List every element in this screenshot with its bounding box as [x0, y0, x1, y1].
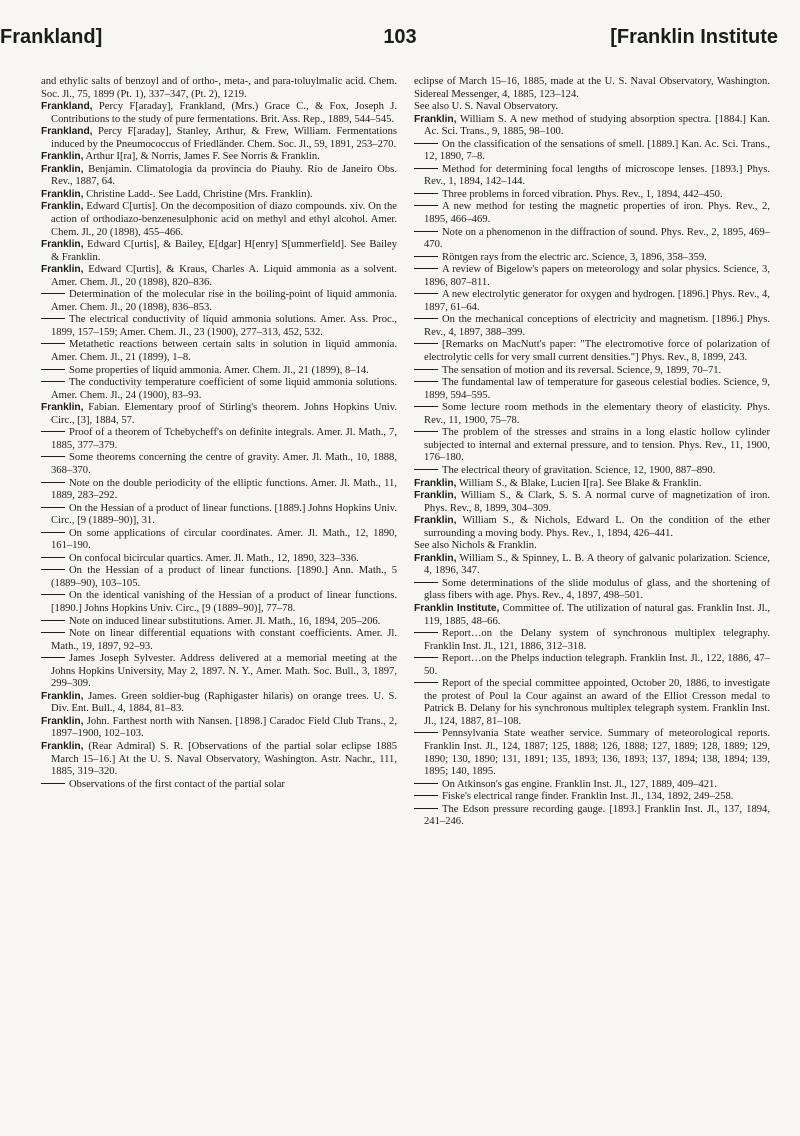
entry-author: Franklin,: [414, 490, 457, 502]
entry-text: Edward C[urtis]. On the decomposition of diazo compounds. xiv. On the action of orthodiazo-benzenesulphonic acid on methyl and ethyl alcohol. Amer. Chem. Jl., 20 (1898), 455–466.: [51, 201, 397, 238]
ditto-dash: [41, 343, 65, 344]
bibliography-subentry: [414, 377, 770, 402]
bibliography-subentry: [41, 565, 397, 590]
bibliography-subentry: [414, 252, 770, 265]
bibliography-entry: [41, 691, 397, 716]
bibliography-subentry: [414, 227, 770, 252]
entry-text: Metathetic reactions between certain salts in solution in liquid ammonia. Amer. Chem. Jl., 21 (1899), 1–8.: [51, 339, 397, 364]
entry-author: Franklin,: [414, 113, 457, 125]
bibliography-entry: [414, 478, 770, 491]
ditto-dash: [41, 456, 65, 457]
entry-text: Pennsylvania State weather service. Summary of meteorological reports. Franklin Inst. Jl., 124, 1887; 125, 1888; 126, 1888; 127, 1889; 128, 1889; 129, 1890; 130, 1890; 131, 1891; 135, 1893; 136, 1893; 137, 1894; 138, 1894; 139, 1895; 140, 1895.: [424, 728, 770, 778]
entry-text: Edward C[urtis], & Kraus, Charles A. Liquid ammonia as a solvent. Amer. Chem. Jl., 20 (1898), 820–836.: [51, 264, 397, 288]
bibliography-subentry: [414, 264, 770, 289]
continuation-text: See also Nichols & Franklin.: [414, 540, 537, 552]
ditto-dash: [414, 205, 438, 206]
bibliography-subentry: [414, 314, 770, 339]
continuation-text: eclipse of March 15–16, 1885, made at the U. S. Naval Observatory, Washington. Sidereal Messenger, 4, 1885, 123–124.: [414, 76, 770, 100]
ditto-dash: [414, 406, 438, 407]
entry-text: A new method for testing the magnetic properties of iron. Phys. Rev., 2, 1895, 466–469.: [424, 201, 770, 226]
entry-text: Fabian. Elementary proof of Stirling's theorem. Johns Hopkins Univ. Circ., [3], 1884, 57.: [51, 402, 397, 426]
entry-text: William S., & Nichols, Edward L. On the condition of the ether surrounding a moving body. Phys. Rev., 1, 1894, 426–441.: [424, 515, 770, 539]
header-right: [Franklin Institute: [610, 26, 778, 48]
right-column: [414, 76, 770, 829]
entry-text: The fundamental law of temperature for gaseous celestial bodies. Science, 9, 1899, 594–595.: [424, 377, 770, 401]
ditto-dash: [414, 783, 438, 784]
ditto-dash: [414, 582, 438, 583]
entry-author: Franklin,: [41, 201, 84, 213]
entry-text: Note on a phenomenon in the diffraction of sound. Phys. Rev., 2, 1895, 469–470.: [424, 226, 770, 251]
entry-author: Franklin,: [41, 151, 84, 163]
entry-author: Franklin,: [41, 740, 84, 752]
entry-text: The problem of the stresses and strains in a long elastic hollow cylinder subjected to internal and external pressure, and to tension. Phys. Rev., 11, 1900, 176–180.: [424, 427, 770, 464]
entry-author: Frankland,: [41, 126, 93, 138]
entry-text: William S. A new method of studying absorption spectra. [1884.] Kan. Ac. Sci. Trans., 9, 1885, 98–100.: [424, 113, 770, 138]
bibliography-subentry: [41, 377, 397, 402]
entry-text: (Rear Admiral) S. R. [Observations of the partial solar eclipse 1885 March 15–16.] At the U. S. Naval Observatory, Washington. Astr. Nachr., 111, 1885, 319–320.: [51, 740, 397, 778]
bibliography-subentry: [41, 427, 397, 452]
bibliography-entry: [41, 402, 397, 427]
entry-text: Edward C[urtis], & Bailey, E[dgar] H[enry] S[ummerfield]. See Bailey & Franklin.: [51, 239, 397, 263]
ditto-dash: [41, 532, 65, 533]
bibliography-entry: [414, 490, 770, 515]
ditto-dash: [414, 431, 438, 432]
entry-text: On the Hessian of a product of linear functions. [1890.] Ann. Math., 5 (1889–90), 103–105.: [51, 565, 397, 589]
bibliography-subentry: [414, 791, 770, 804]
entry-text: On the Hessian of a product of linear functions. [1889.] Johns Hopkins Univ. Circ., [9 (1889–90)], 31.: [51, 502, 397, 527]
bibliography-entry: [414, 553, 770, 578]
entry-text: The electrical conductivity of liquid ammonia solutions. Amer. Ass. Proc., 1899, 157–159; Amer. Chem. Jl., 23 (1900), 277–313, 452, 532.: [51, 314, 397, 338]
bibliography-subentry: [414, 201, 770, 226]
entry-text: [Remarks on MacNutt's paper: "The electromotive force of polarization of electrolytic cells for very small current densities."] Phys. Rev., 8, 1899, 243.: [424, 339, 770, 364]
bibliography-subentry: [41, 653, 397, 691]
bibliography-subentry: [414, 678, 770, 728]
entry-text: Percy F[araday], Frankland, (Mrs.) Grace C., & Fox, Joseph J. Contributions to the study of pure fermentations. Brit. Ass. Rep., 1889, 544–545.: [51, 101, 397, 125]
ditto-dash: [41, 594, 65, 595]
continuation-text: See also U. S. Naval Observatory.: [414, 101, 559, 113]
entry-text: William S., & Clark, S. S. A normal curve of magnetization of iron. Phys. Rev., 8, 1899, 304–309.: [424, 490, 770, 514]
entry-text: On the mechanical conceptions of electricity and magnetism. [1896.] Phys. Rev., 4, 1897, 388–399.: [424, 314, 770, 338]
ditto-dash: [414, 732, 438, 733]
bibliography-subentry: [414, 779, 770, 792]
bibliography-subentry: [41, 452, 397, 477]
bibliography-entry: [41, 264, 397, 289]
bibliography-subentry: [414, 653, 770, 678]
ditto-dash: [414, 369, 438, 370]
bibliography-subentry: [414, 139, 770, 164]
bibliography-subentry: [41, 779, 397, 792]
bibliography-entry: [41, 151, 397, 164]
bibliography-subentry: [41, 339, 397, 364]
ditto-dash: [41, 632, 65, 633]
entry-text: The sensation of motion and its reversal. Science, 9, 1899, 70–71.: [442, 364, 722, 376]
bibliography-subentry: [414, 804, 770, 829]
entry-text: A review of Bigelow's papers on meteorology and solar physics. Science, 3, 1896, 807–811.: [424, 264, 770, 288]
entry-author: Franklin,: [41, 239, 84, 251]
bibliography-entry: [414, 603, 770, 628]
entry-text: Note on the double periodicity of the elliptic functions. Amer. Jl. Math., 11, 1889, 283–292.: [51, 477, 397, 502]
entry-text: Report…on the Phelps induction telegraph. Franklin Inst. Jl., 122, 1886, 47–50.: [424, 653, 770, 677]
entry-author: Franklin,: [41, 402, 84, 414]
entry-text: Percy F[araday], Stanley, Arthur, & Frew, William. Fermentations induced by the Pneumococcus of Friedländer. Chem. Soc. Jl., 59, 1891, 253–270.: [51, 126, 397, 150]
entry-text: Benjamin. Climatologia da provincia do Piauhy. Rio de Janeiro Obs. Rev., 1887, 64.: [51, 163, 397, 188]
entry-author: Franklin,: [41, 715, 84, 727]
entry-text: A new electrolytic generator for oxygen and hydrogen. [1896.] Phys. Rev., 4, 1897, 61–64.: [424, 289, 770, 313]
entry-text: Note on linear differential equations with constant coefficients. Amer. Jl. Math., 19, 1897, 92–93.: [51, 628, 397, 652]
bibliography-subentry: [414, 427, 770, 465]
ditto-dash: [414, 231, 438, 232]
ditto-dash: [41, 620, 65, 621]
bibliography-subentry: [41, 590, 397, 615]
bibliography-subentry: [414, 578, 770, 603]
bibliography-subentry: [41, 314, 397, 339]
ditto-dash: [414, 795, 438, 796]
entry-text: William S., & Blake, Lucien I[ra]. See Blake & Franklin.: [456, 477, 702, 489]
bibliography-subentry: [414, 728, 770, 778]
bibliography-entry: [41, 239, 397, 264]
entry-text: Determination of the molecular rise in the boiling-point of liquid ammonia. Amer. Chem. Jl., 20 (1898), 836–853.: [51, 289, 397, 313]
entry-author: Franklin,: [414, 477, 457, 489]
ditto-dash: [414, 808, 438, 809]
entry-text: On the identical vanishing of the Hessian of a product of linear functions. [1890.] Johns Hopkins Univ. Circ., [9 (1889–90)], 77–78.: [51, 590, 397, 614]
bibliography-subentry: [414, 164, 770, 189]
entry-text: The Edson pressure recording gauge. [1893.] Franklin Inst. Jl., 137, 1894, 241–246.: [424, 803, 770, 828]
bibliography-subentry: [41, 289, 397, 314]
bibliography-subentry: [414, 289, 770, 314]
entry-text: On confocal bicircular quartics. Amer. Jl. Math., 12, 1890, 323–336.: [69, 552, 359, 564]
entry-text: James. Green soldier-bug (Raphigaster hilaris) on orange trees. U. S. Div. Ent. Bull., 4, 1884, 81–83.: [51, 690, 397, 715]
ditto-dash: [41, 293, 65, 294]
entry-text: Proof of a theorem of Tchebycheff's on definite integrals. Amer. Jl. Math., 7, 1885, 377–379.: [51, 427, 397, 451]
entry-author: Franklin,: [414, 552, 457, 564]
bibliography-subentry: [414, 189, 770, 202]
entry-text: Three problems in forced vibration. Phys. Rev., 1, 1894, 442–450.: [442, 188, 723, 200]
ditto-dash: [414, 682, 438, 683]
ditto-dash: [414, 381, 438, 382]
entry-text: William S., & Spinney, L. B. A theory of galvanic polarization. Science, 4, 1896, 347.: [424, 552, 770, 577]
entry-text: On the classification of the sensations of smell. [1889.] Kan. Ac. Sci. Trans., 12, 1890, 7–8.: [424, 138, 770, 163]
bibliography-entry: [414, 114, 770, 139]
continuation-text: and ethylic salts of benzoyl and of ortho-, meta-, and para-toluylmalic acid. Chem. Soc. Jl., 75, 1899 (Pt. 1), 337–347, (Pt. 2), 1219.: [41, 76, 397, 100]
bibliography-entry: [41, 126, 397, 151]
ditto-dash: [414, 469, 438, 470]
bibliography-entry: [41, 101, 397, 126]
bibliography-subentry: [41, 503, 397, 528]
entry-text: John. Farthest north with Nansen. [1898.] Caradoc Field Club Trans., 2, 1897–1900, 102–103.: [51, 715, 397, 740]
bibliography-entry: [414, 515, 770, 540]
ditto-dash: [414, 143, 438, 144]
ditto-dash: [41, 381, 65, 382]
ditto-dash: [414, 193, 438, 194]
entry-text: Observations of the first contact of the partial solar: [69, 778, 285, 790]
entry-text: Report…on the Delany system of synchronous multiplex telegraphy. Franklin Inst. Jl., 121, 1886, 312–318.: [424, 628, 770, 652]
bibliography-subentry: [41, 528, 397, 553]
ditto-dash: [414, 256, 438, 257]
entry-text: Some lecture room methods in the elementary theory of elasticity. Phys. Rev., 11, 1900, 75–78.: [424, 402, 770, 426]
entry-text: Some properties of liquid ammonia. Amer. Chem. Jl., 21 (1899), 8–14.: [69, 364, 369, 376]
entry-text: Some theorems concerning the centre of gravity. Amer. Jl. Math., 10, 1888, 368–370.: [51, 452, 397, 476]
entry-text: Arthur I[ra], & Norris, James F. See Norris & Franklin.: [83, 151, 320, 163]
ditto-dash: [414, 268, 438, 269]
bibliography-subentry: [41, 365, 397, 378]
entry-text: Christine Ladd-. See Ladd, Christine (Mrs. Franklin).: [83, 188, 313, 200]
running-header: [0, 26, 800, 62]
entry-text: Röntgen rays from the electric arc. Science, 3, 1896, 358–359.: [442, 251, 707, 263]
entry-text: On some applications of circular coordinates. Amer. Jl. Math., 12, 1890, 161–190.: [51, 527, 397, 552]
entry-author: Franklin,: [41, 690, 84, 702]
bibliography-subentry: [414, 628, 770, 653]
bibliography-entry: [41, 201, 397, 239]
bibliography-subentry: [41, 553, 397, 566]
bibliography-entry: [41, 716, 397, 741]
ditto-dash: [414, 343, 438, 344]
entry-text: On Atkinson's gas engine. Franklin Inst. Jl., 127, 1889, 409–421.: [442, 778, 717, 790]
page-number: 103: [383, 26, 417, 48]
ditto-dash: [414, 168, 438, 169]
entry-text: The electrical theory of gravitation. Science, 12, 1900, 887–890.: [442, 464, 716, 476]
bibliography-entry: [41, 189, 397, 202]
entry-author: Frankland,: [41, 101, 93, 113]
ditto-dash: [41, 431, 65, 432]
ditto-dash: [41, 369, 65, 370]
ditto-dash: [41, 783, 65, 784]
bibliography-entry: [41, 741, 397, 779]
entry-text: James Joseph Sylvester. Address delivered at a memorial meeting at the Johns Hopkins University, May 2, 1897. N. Y., Amer. Math. Soc. Bull., 3, 1897, 299–309.: [51, 653, 397, 690]
bibliography-subentry: [41, 478, 397, 503]
entry-text: The conductivity temperature coefficient of some liquid ammonia solutions. Amer. Chem. Jl., 24 (1900), 83–93.: [51, 377, 397, 401]
ditto-dash: [41, 657, 65, 658]
ditto-dash: [414, 318, 438, 319]
entry-author: Franklin,: [41, 163, 84, 175]
bibliography-subentry: [414, 402, 770, 427]
ditto-dash: [41, 482, 65, 483]
bibliography-subentry: [41, 628, 397, 653]
bibliography-subentry: [41, 616, 397, 629]
entry-text: Method for determining focal lengths of microscope lenses. [1893.] Phys. Rev., 1, 1894, 142–144.: [424, 163, 770, 188]
bibliography-subentry: [414, 465, 770, 478]
left-column: [41, 76, 397, 791]
ditto-dash: [414, 657, 438, 658]
ditto-dash: [414, 632, 438, 633]
bibliography-subentry: [414, 339, 770, 364]
entry-author: Franklin,: [41, 264, 84, 276]
entry-text: Some determinations of the slide modulus of glass, and the shortening of glass fibers with age. Phys. Rev., 4, 1897, 498–501.: [424, 577, 770, 602]
ditto-dash: [41, 557, 65, 558]
entry-text: Committee of. The utilization of natural gas. Franklin Inst. Jl., 119, 1885, 48–66.: [424, 602, 770, 627]
ditto-dash: [414, 293, 438, 294]
ditto-dash: [41, 569, 65, 570]
entry-text: Note on induced linear substitutions. Amer. Jl. Math., 16, 1894, 205–206.: [69, 615, 381, 627]
entry-text: Fiske's electrical range finder. Franklin Inst. Jl., 134, 1892, 249–258.: [442, 791, 734, 803]
bibliography-subentry: [414, 365, 770, 378]
bibliography-entry: [41, 164, 397, 189]
ditto-dash: [41, 318, 65, 319]
entry-text: Report of the special committee appointed, October 20, 1886, to investigate the protest of Poul la Cour against an award of the Elliot Cresson medal to Patrick B. Delany for his synchronous multiplex telegraph system. Franklin Inst. Jl., 124, 1887, 81–108.: [424, 678, 770, 727]
entry-author: Franklin,: [414, 515, 457, 527]
entry-author: Franklin,: [41, 188, 84, 200]
ditto-dash: [41, 507, 65, 508]
entry-author: Franklin Institute,: [414, 602, 500, 614]
header-left: Frankland]: [0, 26, 103, 48]
